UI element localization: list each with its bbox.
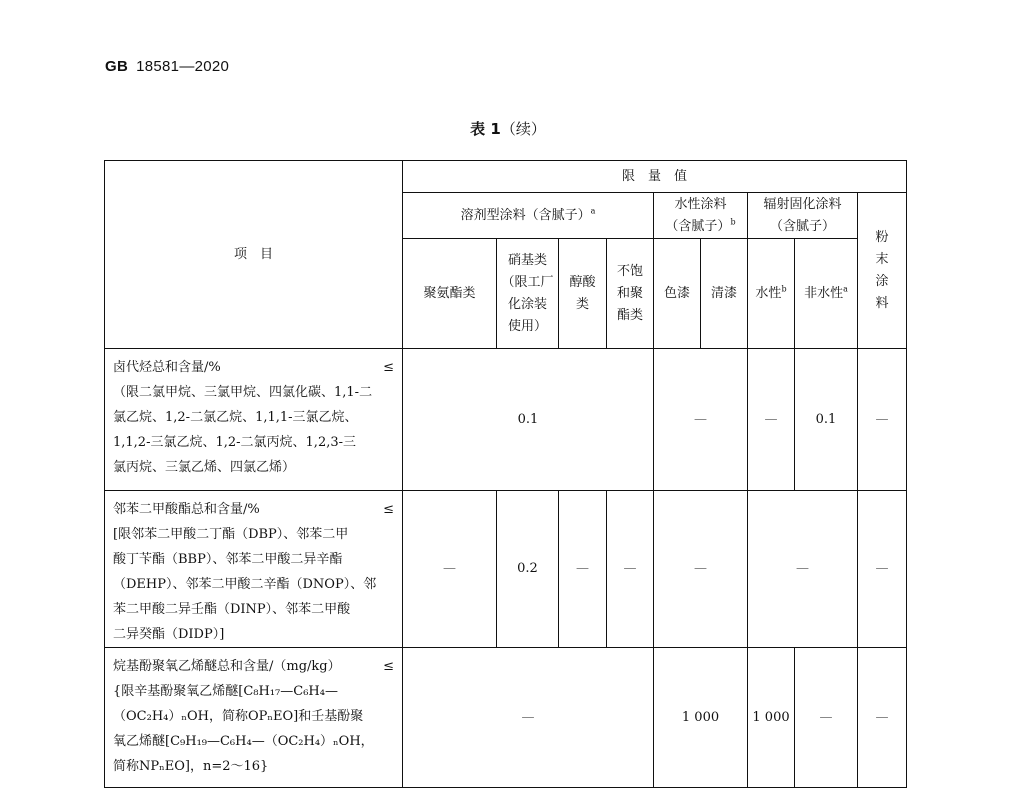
cell-value: —: [858, 349, 907, 491]
standard-code: 18581—2020: [136, 58, 230, 75]
standard-number: [105, 58, 229, 75]
subcol-polyurethane: 聚氨酯类: [403, 239, 497, 349]
cell-value: —: [858, 491, 907, 648]
cell-value: 1 000: [748, 648, 795, 788]
powder-header: 粉末涂料: [858, 193, 907, 349]
solvent-group-header: 溶剂型涂料（含腻子）$^a$: [403, 193, 654, 239]
subcol-waterborne: 水性$^b$: [748, 239, 795, 349]
cell-value: 0.1: [795, 349, 858, 491]
cell-value: —: [403, 648, 654, 788]
cell-value: —: [748, 349, 795, 491]
row-item-halogenated: 卤代烃总和含量/% ≤ （限二氯甲烷、三氯甲烷、四氯化碳、1,1-二 氯乙烷、1,2-二氯乙烷、1,1,1-三氯乙烷、 1,1,2-三氯乙烷、1,2-二氯丙烷、1,2,3-三 氯丙烷、三氯乙烯、四氯乙烯）: [105, 349, 403, 491]
item-header: 项 目: [105, 161, 403, 349]
table-caption-label: 表 1: [470, 120, 501, 138]
subcol-non-waterborne: 非水性$^a$: [795, 239, 858, 349]
limit-table: [104, 160, 907, 788]
cell-value: —: [748, 491, 858, 648]
subcol-clear-varnish: 清漆: [701, 239, 748, 349]
cell-value: —: [858, 648, 907, 788]
cell-value: —: [559, 491, 607, 648]
cell-value: —: [607, 491, 654, 648]
cell-value: 0.1: [403, 349, 654, 491]
cell-value: —: [654, 491, 748, 648]
cell-value: —: [654, 349, 748, 491]
cell-value: —: [795, 648, 858, 788]
cell-value: —: [403, 491, 497, 648]
subcol-alkyd: 醇酸 类: [559, 239, 607, 349]
table-caption: [0, 118, 1016, 139]
water-group-header: 水性涂料 （含腻子）$^b$: [654, 193, 748, 239]
limit-value-header: 限 量 值: [403, 161, 907, 193]
table-caption-suffix: （续）: [500, 120, 546, 138]
radiation-group-header: 辐射固化涂料 （含腻子）: [748, 193, 858, 239]
table-row: [105, 491, 907, 648]
cell-value: 1 000: [654, 648, 748, 788]
subcol-nitro: 硝基类 （限工厂 化涂装 使用）: [497, 239, 559, 349]
standard-prefix: GB: [105, 58, 129, 75]
row-item-alkylphenol: 烷基酚聚氧乙烯醚总和含量/（mg/kg） ≤ {限辛基酚聚氧乙烯醚[C₈H₁₇—C₆H₄— （OC₂H₄）ₙOH，简称OPₙEO]和壬基酚聚 氧乙烯醚[C₉H₁₉—C₆H₄—（OC₂H₄）ₙOH， 简称NPₙEO]，n=2～16}: [105, 648, 403, 788]
cell-value: 0.2: [497, 491, 559, 648]
row-item-phthalates: 邻苯二甲酸酯总和含量/% ≤ [限邻苯二甲酸二丁酯（DBP）、邻苯二甲 酸丁苄酯（BBP）、邻苯二甲酸二异辛酯 （DEHP）、邻苯二甲酸二辛酯（DNOP）、邻 苯二甲酸二异壬酯（DINP）、邻苯二甲酸 二异癸酯（DIDP）]: [105, 491, 403, 648]
table-row: [105, 648, 907, 788]
table-row: [105, 349, 907, 491]
subcol-colored-paint: 色漆: [654, 239, 701, 349]
subcol-unsaturated-polyester: 不饱 和聚 酯类: [607, 239, 654, 349]
